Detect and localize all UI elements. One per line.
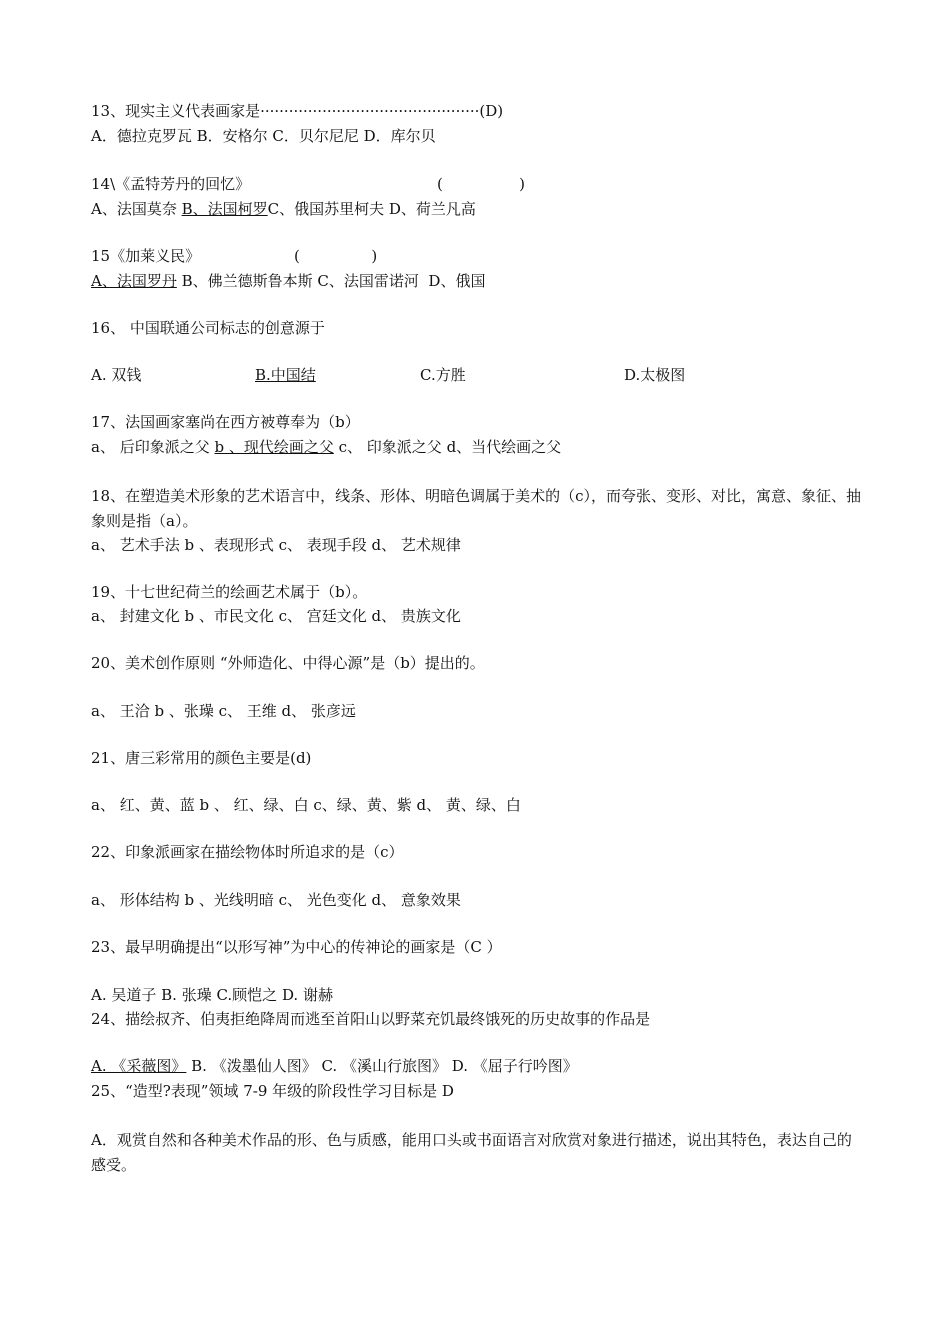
question-17-option-a: a、 后印象派之父 [91,438,215,456]
question-16-option-a: A. 双钱 [91,366,142,384]
question-17-option-b: b 、现代绘画之父 [214,438,334,456]
question-13-options: A．德拉克罗瓦 B．安格尔 C．贝尔尼尼 D．库尔贝 [91,127,436,145]
question-14-stem: 14\《孟特芳丹的回忆》 [91,175,251,193]
question-17-option-cd: c、 印象派之父 d、当代绘画之父 [333,438,562,456]
question-21-stem: 21、唐三彩常用的颜色主要是(d) [91,749,312,767]
question-17-stem: 17、法国画家塞尚在西方被尊奉为（b） [91,413,360,431]
question-15-stem: 15《加莱义民》 [91,247,201,265]
question-13-stem: 13、现实主义代表画家是··············································(D) [91,102,504,120]
question-18-options: a、 艺术手法 b 、表现形式 c、 表现手段 d、 艺术规律 [91,536,461,554]
question-14-option-cd: C、俄国苏里柯夫 D、荷兰凡高 [267,200,476,218]
question-17-options [91,437,561,457]
question-16-option-c: C.方胜 [420,366,466,384]
question-14-option-a: A、法国莫奈 [91,200,182,218]
question-25-stem: 25、“造型?表现”领域 7-9 年级的阶段性学习目标是 D [91,1082,454,1100]
question-24-option-a: A. 《采薇图》 [91,1057,187,1075]
question-14-answer-blank: ( ) [437,175,525,193]
question-16-option-d: D.太极图 [624,366,686,384]
question-15-option-rest: B、佛兰德斯鲁本斯 C、法国雷诺河 D、俄国 [176,272,486,290]
question-23-options: A. 吴道子 B. 张璪 C.顾恺之 D. 谢赫 [91,986,333,1004]
question-15-options [91,271,485,291]
question-15-answer-blank: ( ) [294,247,378,265]
question-20-stem: 20、美术创作原则 “外师造化、中得心源”是（b）提出的。 [91,654,485,672]
question-19-stem: 19、十七世纪荷兰的绘画艺术属于（b）。 [91,583,368,601]
question-15-option-a: A、法国罗丹 [91,272,177,290]
question-16-option-b: B.中国结 [255,366,316,384]
question-23-stem: 23、最早明确提出“以形写神”为中心的传神论的画家是（C ） [91,938,502,956]
question-14-options [91,199,476,219]
question-24-options [91,1056,578,1076]
question-20-options: a、 王洽 b 、张璪 c、 王维 d、 张彦远 [91,702,356,720]
question-24-option-rest: B. 《泼墨仙人图》 C. 《溪山行旅图》 D. 《屈子行吟图》 [186,1057,578,1075]
question-19-options: a、 封建文化 b 、市民文化 c、 宫廷文化 d、 贵族文化 [91,607,461,625]
question-14-option-b: B、法国柯罗 [181,200,268,218]
question-16-stem: 16、 中国联通公司标志的创意源于 [91,319,325,337]
question-21-options: a、 红、黄、蓝 b 、 红、绿、白 c、绿、黄、紫 d、 黄、绿、白 [91,796,521,814]
question-25-option-a: A．观赏自然和各种美术作品的形、色与质感，能用口头或书面语言对欣赏对象进行描述，说出其特色，表达自己的感受。 [91,1131,852,1174]
question-18-stem: 18、在塑造美术形象的艺术语言中，线条、形体、明暗色调属于美术的（c），而夸张、变形、对比，寓意、象征、抽象则是指（a）。 [91,487,861,530]
question-22-options: a、 形体结构 b 、光线明暗 c、 光色变化 d、 意象效果 [91,891,461,909]
question-24-stem: 24、描绘叔齐、伯夷拒绝降周而逃至首阳山以野菜充饥最终饿死的历史故事的作品是 [91,1010,651,1028]
question-22-stem: 22、印象派画家在描绘物体时所追求的是（c） [91,843,404,861]
